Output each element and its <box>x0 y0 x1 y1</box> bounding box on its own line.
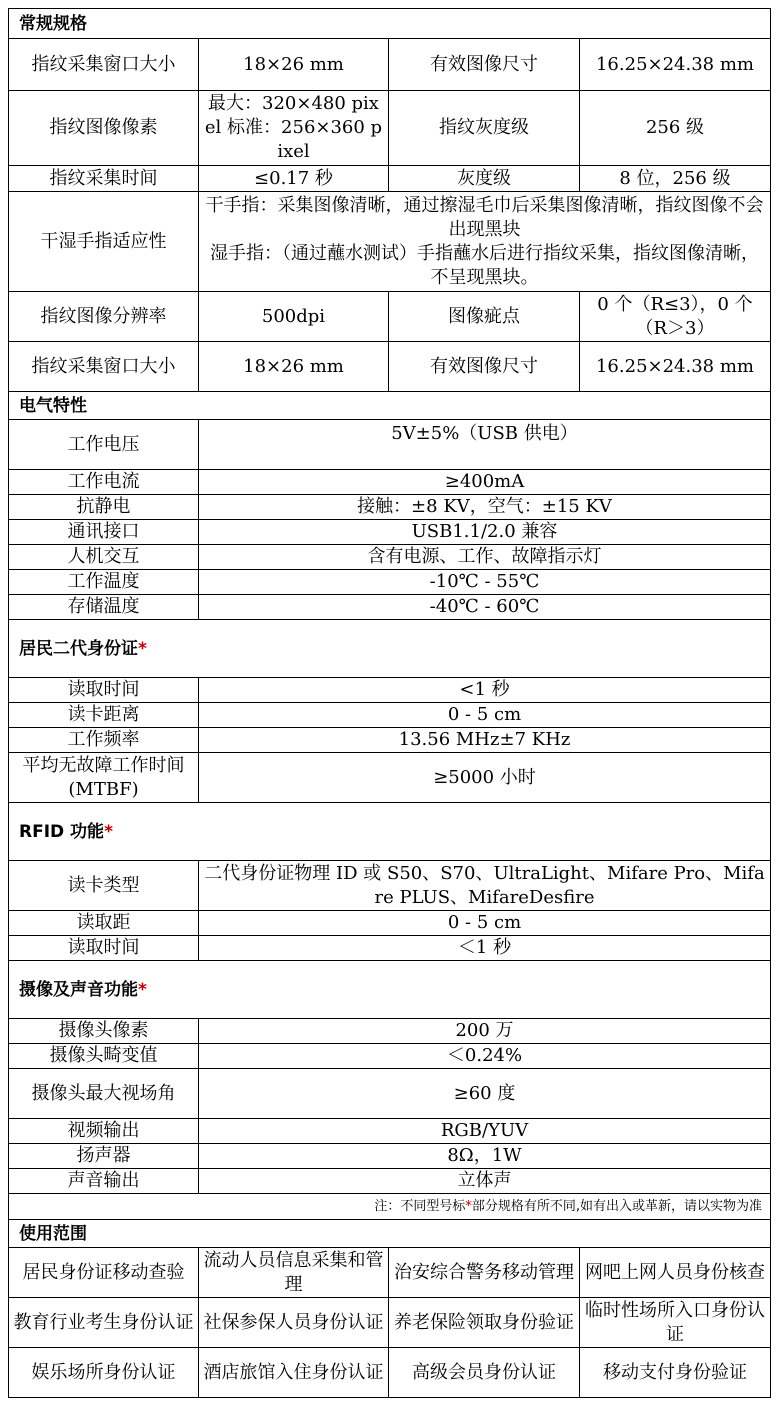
usage-item: 酒店旅馆入住身份认证 <box>199 1348 389 1398</box>
cell-value: 500dpi <box>199 292 389 342</box>
cell-value: 0 个（R≤3），0 个（R＞3） <box>580 292 771 342</box>
section-title-text: RFID 功能 <box>19 821 105 842</box>
cell-value: 二代身份证物理 ID 或 S50、S70、UltraLight、Mifare Pro、Mifare PLUS、MifareDesfire <box>199 861 771 911</box>
cell-value: 立体声 <box>199 1169 771 1194</box>
cell-value: 0 - 5 cm <box>199 703 771 728</box>
cell-label: 工作温度 <box>9 570 199 595</box>
cell-label: 通讯接口 <box>9 520 199 545</box>
cell-value: USB1.1/2.0 兼容 <box>199 520 771 545</box>
cell-value: 200 万 <box>199 1019 771 1044</box>
section-title-text: 居民二代身份证 <box>19 638 138 659</box>
cell-value: 13.56 MHz±7 KHz <box>199 728 771 753</box>
cell-value: 8Ω，1W <box>199 1144 771 1169</box>
section-title-general: 常规规格 <box>9 9 771 39</box>
cell-label: 读卡距离 <box>9 703 199 728</box>
cell-value: -40℃ - 60℃ <box>199 595 771 620</box>
cell-value: 接触：±8 KV，空气：±15 KV <box>199 495 771 520</box>
cell-value: -10℃ - 55℃ <box>199 570 771 595</box>
cell-label: 指纹图像像素 <box>9 91 199 166</box>
cell-value: ≥400mA <box>199 470 771 495</box>
cell-value: ≥5000 小时 <box>199 753 771 803</box>
cell-value <box>199 192 771 292</box>
section-title-usage: 使用范围 <box>9 1220 771 1248</box>
cell-label: 视频输出 <box>9 1119 199 1144</box>
cell-value: ＜1 秒 <box>199 936 771 961</box>
cell-label: 摄像头最大视场角 <box>9 1069 199 1119</box>
cell-value: 18×26 mm <box>199 39 389 91</box>
cell-label: 图像疵点 <box>389 292 580 342</box>
spec-table <box>8 8 771 1398</box>
cell-label: 灰度级 <box>389 166 580 192</box>
section-title-idcard <box>9 620 771 678</box>
section-title-electrical: 电气特性 <box>9 392 771 420</box>
usage-item: 临时性场所入口身份认证 <box>580 1298 771 1348</box>
cell-value: 8 位，256 级 <box>580 166 771 192</box>
cell-label: 工作电流 <box>9 470 199 495</box>
usage-item: 流动人员信息采集和管理 <box>199 1248 389 1298</box>
cell-label: 读取时间 <box>9 936 199 961</box>
footnote-text: 部分规格有所不同,如有出入或革新，请以实物为准 <box>471 1198 762 1214</box>
cell-label: 读取时间 <box>9 678 199 703</box>
cell-value: 含有电源、工作、故障指示灯 <box>199 545 771 570</box>
cell-label: 指纹采集时间 <box>9 166 199 192</box>
footnote-text: 注：不同型号标 <box>374 1198 466 1214</box>
cell-label: 有效图像尺寸 <box>389 342 580 392</box>
section-title-text: 摄像及声音功能 <box>19 979 138 1000</box>
wetdry-dry-text: 干手指：采集图像清晰，通过擦湿毛巾后采集图像清晰，指纹图像不会出现黑块 <box>205 194 764 240</box>
usage-item: 娱乐场所身份认证 <box>9 1348 199 1398</box>
cell-value: 5V±5%（USB 供电） <box>199 420 771 470</box>
cell-value: 最大：320×480 pixel 标准：256×360 pixel <box>199 91 389 166</box>
usage-item: 移动支付身份验证 <box>580 1348 771 1398</box>
star-mark: * <box>465 1198 472 1214</box>
star-mark: * <box>138 979 147 1000</box>
cell-label: 平均无故障工作时间(MTBF) <box>9 753 199 803</box>
cell-value: <1 秒 <box>199 678 771 703</box>
cell-label: 指纹图像分辨率 <box>9 292 199 342</box>
spec-sheet <box>8 8 770 1398</box>
cell-value: 18×26 mm <box>199 342 389 392</box>
usage-item: 居民身份证移动查验 <box>9 1248 199 1298</box>
footnote <box>9 1194 771 1220</box>
wetdry-wet-text: 湿手指：（通过蘸水测试）手指蘸水后进行指纹采集，指纹图像清晰，不呈现黑块。 <box>210 242 759 288</box>
cell-value: 256 级 <box>580 91 771 166</box>
cell-label: 工作频率 <box>9 728 199 753</box>
cell-label: 读取距 <box>9 911 199 936</box>
cell-label: 声音输出 <box>9 1169 199 1194</box>
cell-label: 人机交互 <box>9 545 199 570</box>
section-title-camera <box>9 961 771 1019</box>
cell-label: 有效图像尺寸 <box>389 39 580 91</box>
cell-label: 指纹灰度级 <box>389 91 580 166</box>
cell-value: 16.25×24.38 mm <box>580 342 771 392</box>
usage-item: 养老保险领取身份验证 <box>389 1298 580 1348</box>
cell-value: ＜0.24% <box>199 1044 771 1069</box>
usage-item: 教育行业考生身份认证 <box>9 1298 199 1348</box>
star-mark: * <box>138 638 147 659</box>
usage-item: 高级会员身份认证 <box>389 1348 580 1398</box>
cell-value: 16.25×24.38 mm <box>580 39 771 91</box>
cell-label: 指纹采集窗口大小 <box>9 342 199 392</box>
cell-value: RGB/YUV <box>199 1119 771 1144</box>
cell-label: 指纹采集窗口大小 <box>9 39 199 91</box>
section-title-rfid <box>9 803 771 861</box>
usage-item: 治安综合警务移动管理 <box>389 1248 580 1298</box>
cell-label: 存储温度 <box>9 595 199 620</box>
cell-label: 摄像头像素 <box>9 1019 199 1044</box>
star-mark: * <box>104 821 113 842</box>
usage-item: 社保参保人员身份认证 <box>199 1298 389 1348</box>
cell-label: 抗静电 <box>9 495 199 520</box>
cell-label: 扬声器 <box>9 1144 199 1169</box>
cell-label: 干湿手指适应性 <box>9 192 199 292</box>
cell-value: ≤0.17 秒 <box>199 166 389 192</box>
usage-item: 网吧上网人员身份核查 <box>580 1248 771 1298</box>
cell-value: 0 - 5 cm <box>199 911 771 936</box>
cell-label: 摄像头畸变值 <box>9 1044 199 1069</box>
cell-label: 读卡类型 <box>9 861 199 911</box>
cell-label: 工作电压 <box>9 420 199 470</box>
cell-value: ≥60 度 <box>199 1069 771 1119</box>
